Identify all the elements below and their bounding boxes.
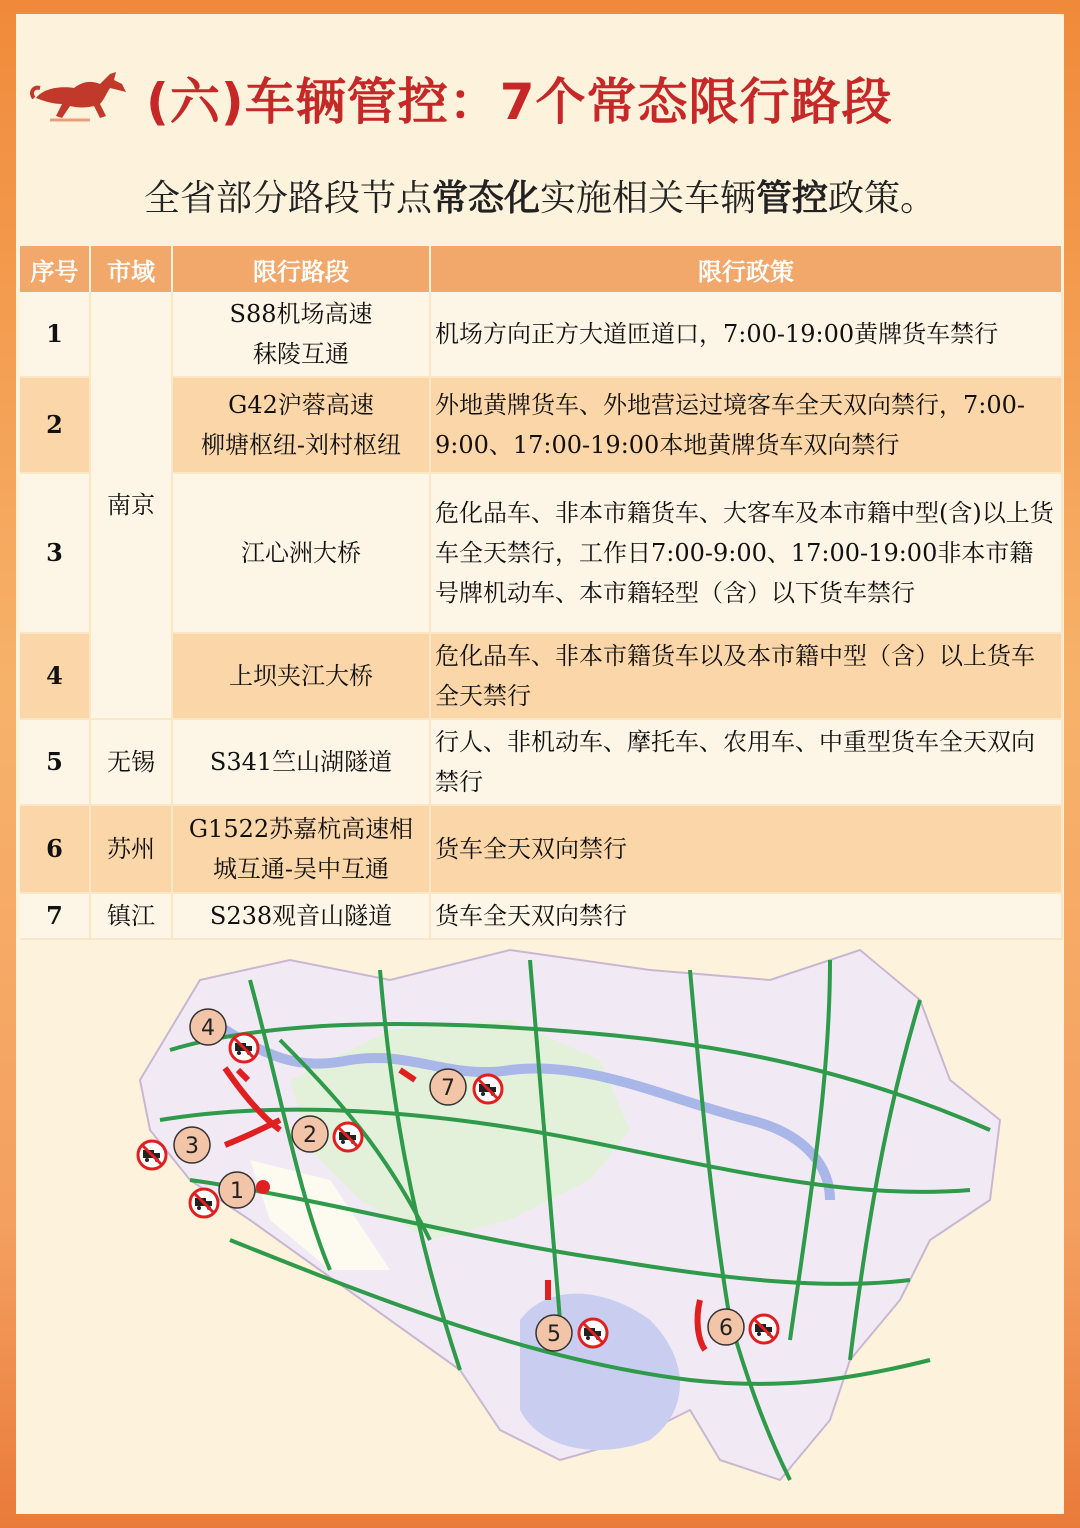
row-index: 4 xyxy=(20,633,90,719)
row-policy: 危化品车、非本市籍货车以及本市籍中型（含）以上货车全天禁行 xyxy=(430,633,1062,719)
row-policy: 外地黄牌货车、外地营运过境客车全天双向禁行，7:00-9:00、17:00-19:00本地黄牌货车双向禁行 xyxy=(430,377,1062,473)
row-segment xyxy=(172,292,430,377)
row-city: 镇江 xyxy=(90,893,172,939)
segment-line: 秣陵互通 xyxy=(253,340,349,368)
no-truck-icon xyxy=(190,1189,218,1217)
page-subtitle xyxy=(0,170,1080,221)
marker-label: 6 xyxy=(719,1316,733,1341)
table-row xyxy=(20,292,1062,377)
header-city: 市域 xyxy=(90,246,172,292)
table-row xyxy=(20,719,1062,805)
row-index: 5 xyxy=(20,719,90,805)
row-index: 3 xyxy=(20,473,90,633)
no-truck-icon xyxy=(334,1123,362,1151)
segment-line: G1522苏嘉杭高速相 xyxy=(188,815,414,843)
restriction-map xyxy=(130,940,1010,1500)
subtitle-part: 实施相关车辆 xyxy=(539,178,756,219)
segment-line: S88机场高速 xyxy=(229,300,373,328)
row-index: 2 xyxy=(20,377,90,473)
row-segment: 江心洲大桥 xyxy=(172,473,430,633)
header-index: 序号 xyxy=(20,246,90,292)
no-truck-icon xyxy=(579,1319,607,1347)
subtitle-part: 全省部分路段节点 xyxy=(143,178,432,219)
segment-line: 柳塘枢纽-刘村枢纽 xyxy=(200,431,402,459)
table-row xyxy=(20,473,1062,633)
subtitle-emphasis: 常态化 xyxy=(431,178,540,219)
row-index: 1 xyxy=(20,292,90,377)
marker-label: 4 xyxy=(201,1016,215,1041)
restriction-table xyxy=(20,246,1063,940)
table-row xyxy=(20,633,1062,719)
row-policy: 货车全天双向禁行 xyxy=(430,893,1062,939)
page-title: (六)车辆管控：7个常态限行路段 xyxy=(146,73,893,131)
row-policy: 机场方向正方大道匝道口，7:00-19:00黄牌货车禁行 xyxy=(430,292,1062,377)
horse-icon xyxy=(30,58,138,128)
row-policy: 危化品车、非本市籍货车、大客车及本市籍中型(含)以上货车全天禁行，工作日7:00-9:00、17:00-19:00非本市籍号牌机动车、本市籍轻型（含）以下货车禁行 xyxy=(430,473,1062,633)
no-truck-icon xyxy=(138,1141,166,1169)
segment-line: 城互通-吴中互通 xyxy=(212,855,390,883)
subtitle-emphasis: 管控 xyxy=(756,178,829,219)
row-city: 苏州 xyxy=(90,805,172,893)
table-row xyxy=(20,377,1062,473)
no-truck-icon xyxy=(474,1075,502,1103)
subtitle-part: 政策。 xyxy=(828,178,937,219)
row-segment xyxy=(172,377,430,473)
header-policy: 限行政策 xyxy=(430,246,1062,292)
marker-label: 3 xyxy=(185,1134,199,1159)
row-policy: 行人、非机动车、摩托车、农用车、中重型货车全天双向禁行 xyxy=(430,719,1062,805)
row-segment: S341竺山湖隧道 xyxy=(172,719,430,805)
map-point-1 xyxy=(256,1180,270,1194)
table-row xyxy=(20,893,1062,939)
row-city: 无锡 xyxy=(90,719,172,805)
marker-label: 1 xyxy=(230,1179,244,1204)
segment-line: G42沪蓉高速 xyxy=(228,391,374,419)
row-segment: 上坝夹江大桥 xyxy=(172,633,430,719)
no-truck-icon xyxy=(750,1315,778,1343)
row-segment: S238观音山隧道 xyxy=(172,893,430,939)
marker-label: 5 xyxy=(547,1322,561,1347)
row-index: 7 xyxy=(20,893,90,939)
marker-label: 7 xyxy=(441,1076,455,1101)
marker-label: 2 xyxy=(303,1123,317,1148)
table-row xyxy=(20,805,1062,893)
table-header-row xyxy=(20,246,1062,292)
no-truck-icon xyxy=(230,1034,258,1062)
row-policy: 货车全天双向禁行 xyxy=(430,805,1062,893)
row-city: 南京 xyxy=(90,292,172,719)
row-index: 6 xyxy=(20,805,90,893)
row-segment xyxy=(172,805,430,893)
header-segment: 限行路段 xyxy=(172,246,430,292)
